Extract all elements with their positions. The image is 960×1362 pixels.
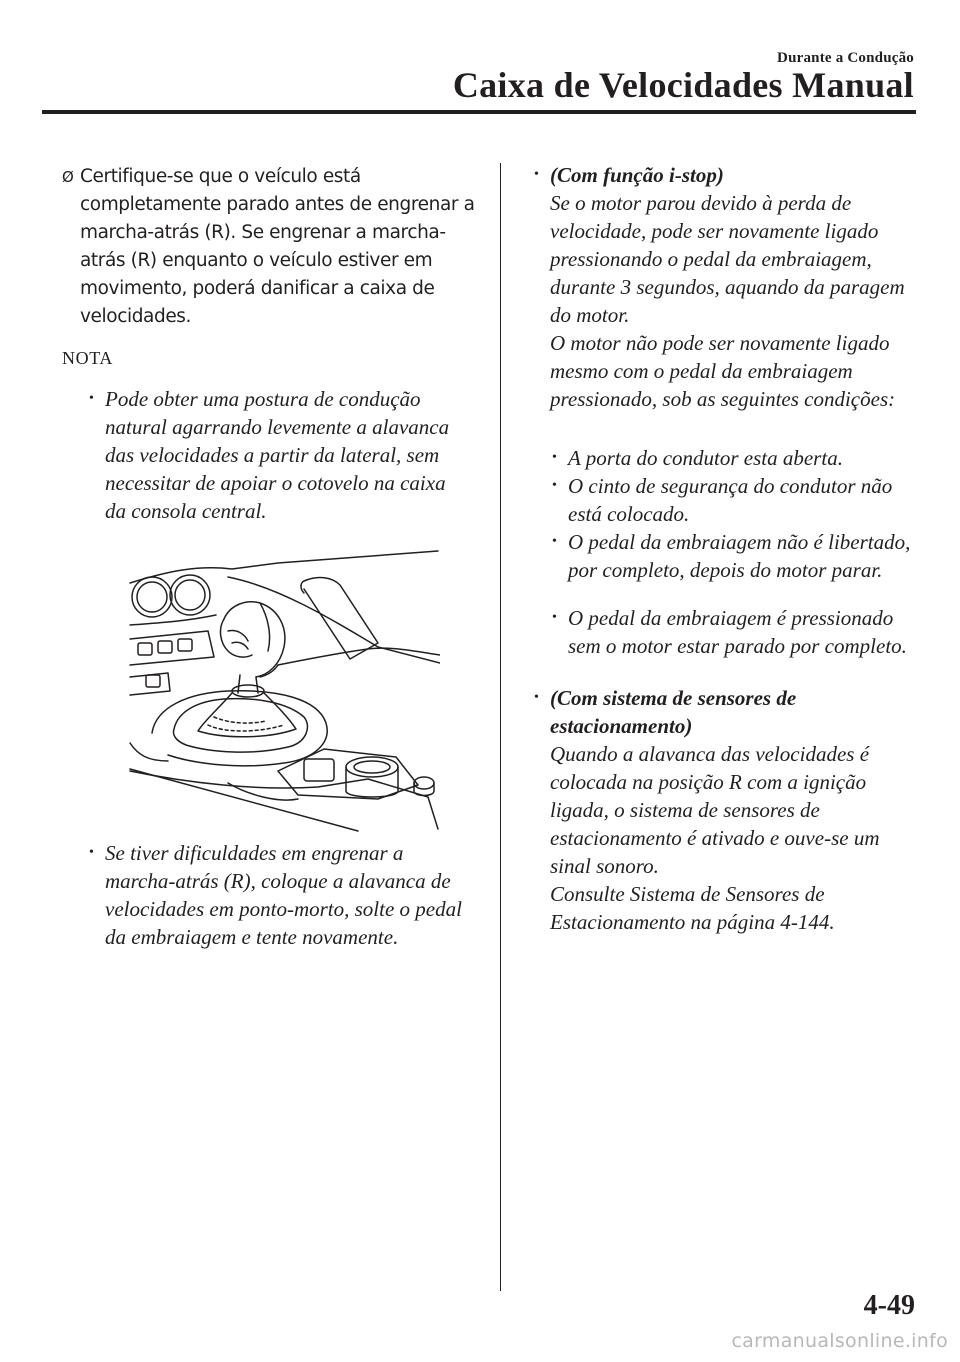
warning-text: Certifique-se que o veículo está completamente parado antes de engrenar a marcha-atrás (R). Se engrenar a marcha-atrás (R) enquanto o veículo estiver em movimento, poderá danificar a caixa de velocidades.: [80, 166, 475, 327]
condition-item: [552, 472, 924, 528]
column-divider: [500, 163, 501, 1291]
bullet-icon: •: [534, 690, 539, 705]
note-item-text: Pode obter uma postura de condução natural agarrando levemente a alavanca das velocidades a partir da lateral, sem necessitar de apoiar o cotovelo na caixa da consola central.: [105, 387, 450, 523]
gear-shift-hand-illustration: [128, 547, 440, 837]
istop-section: [534, 161, 924, 413]
condition-text: O cinto de segurança do condutor não está colocado.: [568, 474, 893, 526]
bullet-icon: •: [552, 534, 557, 549]
note-item-posture: [89, 385, 469, 525]
warning-arrow-icon: Ø: [62, 168, 74, 186]
bullet-icon: •: [534, 167, 539, 182]
header-section-label: Durante a Condução: [777, 50, 914, 66]
bullet-icon: •: [552, 478, 557, 493]
bullet-icon: •: [89, 845, 94, 860]
condition-text: O pedal da embraiagem é pressionado sem o motor estar parado por completo.: [568, 606, 907, 658]
bullet-icon: •: [89, 391, 94, 406]
condition-text: O pedal da embraiagem não é libertado, por completo, depois do motor parar.: [568, 530, 911, 582]
warning-block: [62, 163, 482, 331]
note-item-reverse: [89, 839, 469, 951]
istop-paragraph-2: O motor não pode ser novamente ligado mesmo com o pedal da embraiagem pressionado, sob as seguintes condições:: [550, 331, 896, 411]
condition-item: [552, 444, 924, 472]
condition-text: A porta do condutor esta aberta.: [568, 446, 843, 470]
header-rule: [42, 110, 916, 114]
page-number: 4-49: [863, 1290, 915, 1321]
condition-item: [552, 528, 924, 584]
parking-title: (Com sistema de sensores de estacionamento): [550, 686, 797, 738]
bullet-icon: •: [552, 610, 557, 625]
parking-body: [534, 684, 910, 936]
istop-paragraph-1: Se o motor parou devido à perda de velocidade, pode ser novamente ligado pressionando o pedal da embraiagem, durante 3 segundos, aquando da paragem do motor.: [550, 191, 905, 327]
parking-paragraph-2: Consulte Sistema de Sensores de Estacionamento na página 4-144.: [550, 882, 835, 934]
bullet-icon: •: [552, 450, 557, 465]
istop-title: (Com função i-stop): [550, 163, 724, 187]
istop-body: [534, 161, 924, 413]
note-item-text: Se tiver dificuldades em engrenar a marcha-atrás (R), coloque a alavanca de velocidades em ponto-morto, solte o pedal da embraiagem e tente novamente.: [105, 841, 462, 949]
note-heading: NOTA: [62, 348, 113, 368]
condition-item: [552, 604, 924, 660]
page-title: Caixa de Velocidades Manual: [452, 65, 914, 105]
parking-paragraph-1: Quando a alavanca das velocidades é colocada na posição R com a ignição ligada, o sistema de sensores de estacionamento é ativado e ouve-se um sinal sonoro.: [550, 742, 880, 878]
watermark: carmanualsonline.info: [731, 1330, 948, 1352]
parking-section: [534, 684, 910, 936]
